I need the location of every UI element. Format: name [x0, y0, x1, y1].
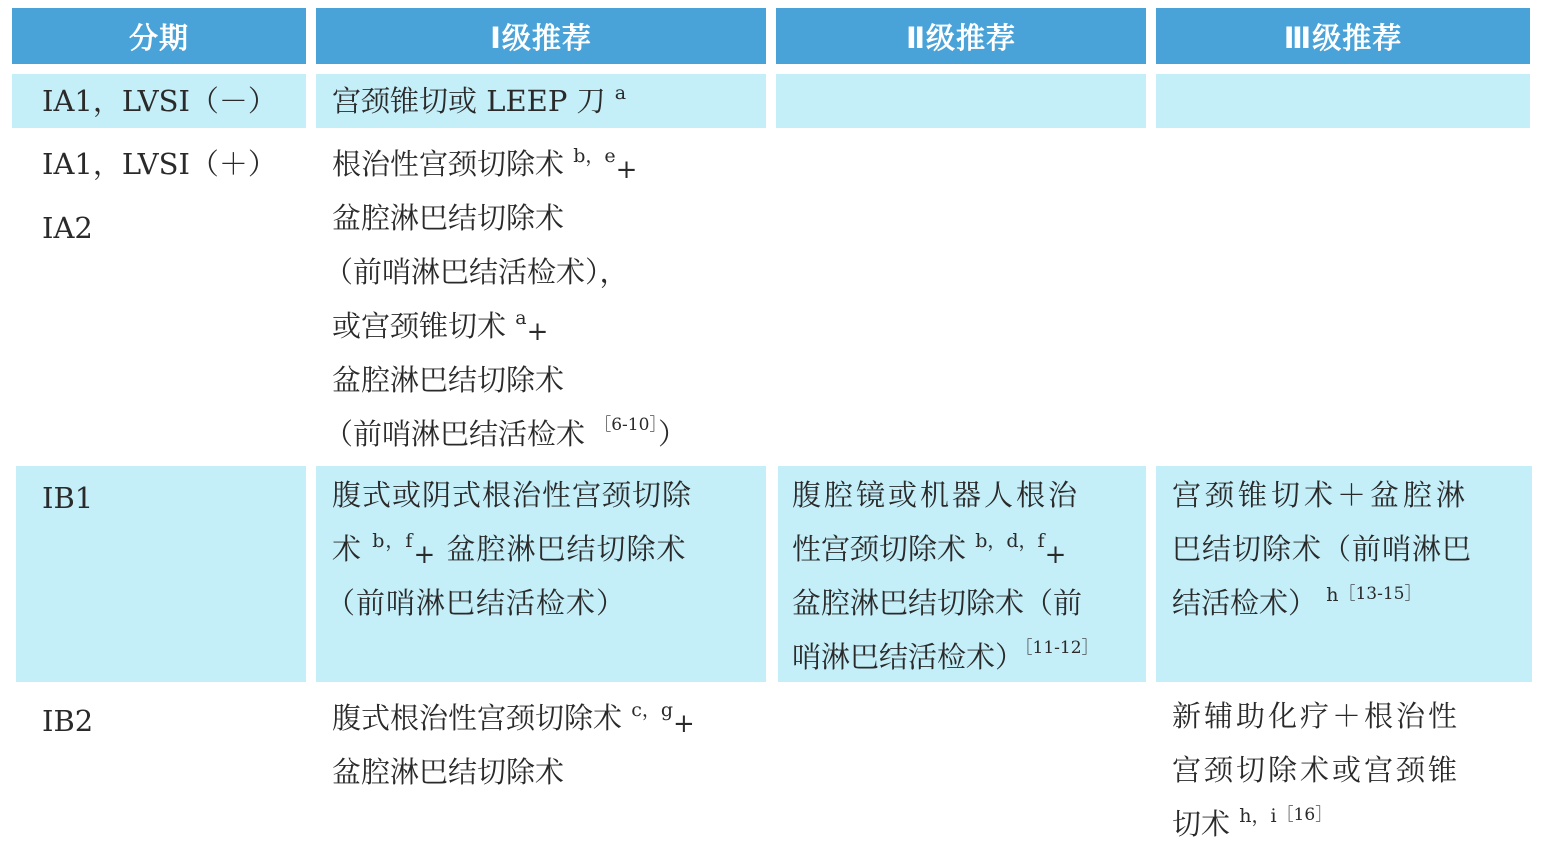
header-level2: Ⅱ级推荐	[776, 8, 1146, 64]
header-level3: Ⅲ级推荐	[1156, 8, 1530, 64]
row4-level1-line1: 腹式根治性宫颈切除术 $^{c,g}$+	[332, 699, 695, 739]
row4-level3-line3: 切术 $^{h,i[16]}$	[1172, 805, 1333, 841]
row2-level1-line4: 或宫颈锥切术 $^a$+	[332, 307, 549, 347]
row1-stage: ⅠA1，LVSI（－）	[42, 84, 277, 118]
row2-level1-line2: 盆腔淋巴结切除术	[332, 201, 565, 235]
row2-level1-line1: 根治性宫颈切除术 $^{b,e}$+	[332, 145, 638, 185]
row2-stage-line2: ⅠA2	[42, 211, 93, 245]
row4-level1-line2: 盆腔淋巴结切除术	[332, 755, 565, 789]
row3-level2-line4: 哨淋巴结活检术）$^{[11-12]}$	[792, 638, 1099, 674]
row3-level2-line2: 性宫颈切除术 $^{b,d,f}$+	[792, 530, 1067, 570]
row2-level1-line3: （前哨淋巴结活检术），	[324, 255, 629, 289]
row3-level3-line1: 宫颈锥切术＋盆腔淋	[1172, 478, 1470, 512]
row2-level1-line6: （前哨淋巴结活检术 $^{[6-10]}$）	[324, 415, 687, 451]
row1-level2-bg	[776, 74, 1146, 128]
row1-level1-line1: 宫颈锥切或 LEEP 刀 $^a$	[332, 82, 627, 118]
row2-level1-line5: 盆腔淋巴结切除术	[332, 363, 565, 397]
row3-level2-line3: 盆腔淋巴结切除术（前	[792, 586, 1083, 620]
row3-level1-line2: 术 $^{b,f}$+ 盆腔淋巴结切除术	[332, 530, 687, 570]
header-level1: Ⅰ级推荐	[316, 8, 766, 64]
row1-level3-bg	[1156, 74, 1530, 128]
row2-stage-line1: ⅠA1，LVSI（＋）	[42, 147, 277, 181]
row3-level1-line1: 腹式或阴式根治性宫颈切除	[332, 478, 693, 512]
row4-level3-line2: 宫颈切除术或宫颈锥	[1172, 753, 1461, 787]
row4-stage: ⅠB2	[42, 704, 94, 738]
row3-level1-line3: （前哨淋巴结活检术）	[326, 586, 627, 620]
row3-level3-line3: 结活检术） $^{h[13-15]}$	[1172, 584, 1422, 620]
row3-stage: ⅠB1	[42, 481, 94, 515]
row3-level2-line1: 腹腔镜或机器人根治	[792, 478, 1081, 512]
header-stage: 分期	[12, 8, 306, 64]
row4-level3-line1: 新辅助化疗＋根治性	[1172, 699, 1461, 733]
row3-level3-line2: 巴结切除术（前哨淋巴	[1172, 532, 1473, 566]
